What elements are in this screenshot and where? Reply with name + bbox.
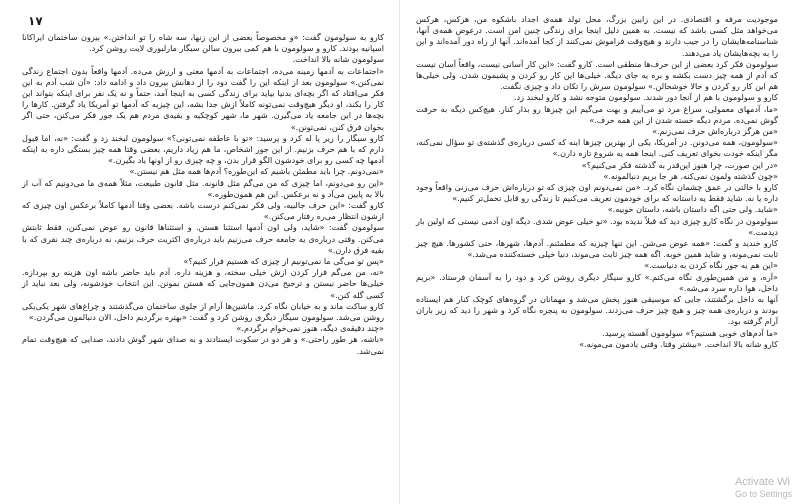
page-number: ۱۷ (28, 14, 43, 28)
paragraph: آنها به داخل برگشتند، جایی که موسیقی هنوز پخش می‌شد و مهمانان در گروه‌های کوچک کنار هم ایستاده بودند و درباره‌ی همه چیز و هیچ چیز حرف می‌زدند. سولومون به پنجره نگاه کرد و شهر را دید که زیر باران آرام گرفته بود. (416, 294, 778, 327)
right-page (400, 0, 800, 504)
paragraph: سولومون در نگاه کارو چیزی دید که قبلاً ندیده بود. «تو خیلی عوض شدی. دیگه اون آدمی نیستی که اولین بار دیدمت.» (416, 215, 778, 237)
paragraph: کارو گفت: «این حرف جالبیه، ولی فکر نمی‌کنم درست باشه. بعضی وقتا آدمها کاملاً برعکس اون چیزی که ازشون انتظار می‌ره رفتار می‌کنن.» (22, 200, 384, 222)
paragraph: «نه، من می‌گم فرار کردن ازش خیلی سخته، و هزینه داره. آدم باید حاضر باشه اون هزینه رو بپردازه. خیلی‌ها حاضر نیستن و ترجیح می‌دن همون‌جایی که هستن بمونن. این انتخاب خودشونه، ولی بعد نباید از کسی گله کنن.» (22, 267, 384, 300)
paragraph: «آره، و من همین‌طوری نگاه می‌کنم.» کارو سیگار دیگری روشن کرد و دود را به آسمان فرستاد. «بریم داخل، هوا داره سرد می‌شه.» (416, 271, 778, 293)
paragraph: «این هم یه جور نگاه کردن به دنیاست.» (644, 260, 778, 271)
watermark-title: Activate Wi (734, 476, 790, 488)
paragraph: کارو با خالتی در عمق چشمان نگاه کرد. «من نمی‌دونم اون چیزی که تو درباره‌اش حرف می‌زنی واقعاً وجود داره یا نه. شاید فقط یه داستانه که برای خودمون تعریف می‌کنیم تا زندگی رو قابل تحمل‌تر کنیم.» (416, 182, 778, 204)
paragraph: «این رو می‌دونم، اما چیزی که من می‌گم مثل قانونه. مثل قانون طبیعت، مثلاً همه‌ی ما می‌دونیم که آب از بالا به پایین می‌آد و نه برعکس. این هم همون‌طوره.» (22, 177, 384, 199)
paragraph: کارو شانه بالا انداخت. «بیشتر وقتا. وقتی یادمون می‌مونه.» (579, 338, 778, 349)
paragraph: «در این صورت، چرا هنوز این‌قدر به گذشته فکر می‌کنیم؟» (581, 159, 778, 170)
paragraph: «چون گذشته ولمون نمی‌کنه. هر جا بریم دنبالمونه.» (603, 170, 778, 181)
paragraph: «شاید. ولی حتی اگه داستان باشه، داستان خوبیه.» (607, 204, 778, 215)
paragraph: «من هرگز درباره‌اش حرف نمی‌زنم.» (652, 126, 778, 137)
paragraph: سولومون شانه بالا انداخت. (292, 54, 384, 65)
paragraph: «نمی‌دونم. چرا باید مطمئن باشیم که این‌طوره؟ آدم‌ها همه مثل هم نیستن.» (129, 166, 384, 177)
paragraph: کارو به سولومون گفت: «و مخصوصاً بعضی از این زنها، سه شاه را تو انداختن.» بیرون ساختمان ایراکانا اسپانیه بودند. کارو و سولومون با هم کمی بیرون سالن سیگار مارلبوری لایت روشن کرد. (22, 32, 384, 54)
paragraph: کارو و سولومون با هم از آنجا دور شدند. سولومون متوجه نشد و کارو لبخند زد. (513, 92, 778, 103)
left-page-text (22, 32, 384, 357)
right-page-text (416, 14, 778, 350)
paragraph: «سولومون، همه می‌دونن. در آمریکا، یکی از بهترین چیزها اینه که کسی درباره‌ی گذشته‌ی تو سؤال نمی‌کنه، مگر اینکه خودت بخوای تعریف کنی. اینجا همه یه شروع تازه دارن.» (416, 137, 778, 159)
paragraph: «پس تو می‌گی ما نمی‌تونیم از چیزی که هستیم فرار کنیم؟» (183, 256, 384, 267)
paragraph: «اجتماعات به آدمها زمینه می‌ده، اجتماعات به آدمها معنی و ارزش می‌ده. آدمها واقعاً بدون اجتماع زندگی نمی‌کنن.» سولومون بعد از اینکه این را گفت دود را از دهانش بیرون داد و ادامه داد: «آن شب آدم به این فکر می‌افتاد که اگر بچه‌ای بدنیا بیاید برای زندگی کسی به اینجا آمد، حتماً و نه یک نفر برای اینکه بتواند این کار را بکند، او دیگر هیچ‌وقت نمی‌تونه کاملاً ازش جدا بشه، این چیزیه که آدمها تو آمریکا یاد گرفتن. کارها را بچه‌ها در این جامعه یاد می‌گیرن. شهر ما، شهر کوچکیه و بقیه‌ی مردم هم یک جور فکر می‌کنن، حتی اگر بخوان فرق کنن، نمی‌تونن.» (22, 65, 384, 132)
paragraph: «چند دقیقه‌ی دیگه، هنوز نمی‌خوام برگردم.» (236, 323, 384, 334)
paragraph: موجودیت مرفه و اقتصادی. در این زایین بزرگ، محل تولد همه‌ی اجداد باشکوه من، هرکس، هرکس می‌خواهد مثل کسی باشد که نیست. به همین دلیل اینجا برای زندگی چنین امن است. درعوض همه‌ی آنها، شناسنامه‌هایشان را در جیب دارند و هیچ‌وقت فراموش نمی‌کنند از کجا آمده‌اند. آنها از راه دور آمده‌اند و این را به بچه‌هایشان یاد می‌دهند. (416, 14, 778, 58)
paragraph: کارو سیگار را زیر پا له کرد و پرسید: «تو با عاطفه نمی‌تونی؟» سولومون لبخند زد و گفت: «نه، اما قبول دارم که با هم حرف بزنیم. از این جور اشخاص، ما هم زیاد داریم، بعضی وقتا همه چیز بستگی داره به اینکه آدمها چه کسی رو برای خودشون الگو قرار بدن، و چه چیزی رو از اونها یاد بگیرن.» (22, 132, 384, 166)
paragraph: «ما آدم‌های خوبی هستیم؟» سولومون آهسته پرسید. (602, 327, 778, 338)
paragraph: «باشه، هر طور راحتی.» و هر دو در سکوت ایستادند و به صدای شهر گوش دادند، صدایی که هیچ‌وقت تمام نمی‌شد. (22, 334, 384, 356)
paragraph: کارو ساکت ماند و به خیابان نگاه کرد. ماشین‌ها آرام از جلوی ساختمان می‌گذشتند و چراغ‌های شهر یکی‌یکی روشن می‌شد. سولومون سیگار دیگری روشن کرد و گفت: «بهتره برگردیم داخل، الان دنبالمون می‌گردن.» (22, 300, 384, 323)
paragraph: سولومون گفت: «شاید، ولی اون آدمها استثنا هستن. و استثناها قانون رو عوض نمی‌کنن، فقط ثابتش می‌کنن. وقتی درباره‌ی یه جامعه حرف می‌زنیم باید درباره‌ی اکثریت حرف بزنیم، نه درباره‌ی چند نفری که با بقیه فرق دارن.» (22, 222, 384, 255)
paragraph: «ما، آدمهای معمولی، سراغ مرد تو می‌آییم و بهت می‌گیم این چیزها رو بذار کنار. هیچ‌کس دیگه به حرفت گوش نمی‌ده. مردم دیگه خسته شدن از این همه حرف.» (416, 103, 778, 125)
paragraph: کارو خندید و گفت: «همه عوض می‌شن. این تنها چیزیه که مطمئنم. آدم‌ها، شهرها، حتی کشورها. هیچ چیز ثابت نمی‌مونه، و شاید همین خوبه. اگه همه چیز ثابت می‌موند، دنیا خیلی خسته‌کننده می‌شد.» (416, 238, 778, 260)
paragraph: سولومون فکر کرد بعضی از این حرف‌ها منطقی است. کارو گفت: «این کار آسانی نیست، واقعاً آسان نیست که آدم از همه چیز دست بکشه و بره یه جای دیگه. خیلی‌ها این کار رو کردن و پشیمون شدن. ولی خیلی‌ها هم این کار رو کردن و حالا خوشحالن.» سولومون سرش را تکان داد و چیزی نگفت. (416, 58, 778, 92)
watermark-subtitle: Go to Settings (734, 489, 792, 499)
